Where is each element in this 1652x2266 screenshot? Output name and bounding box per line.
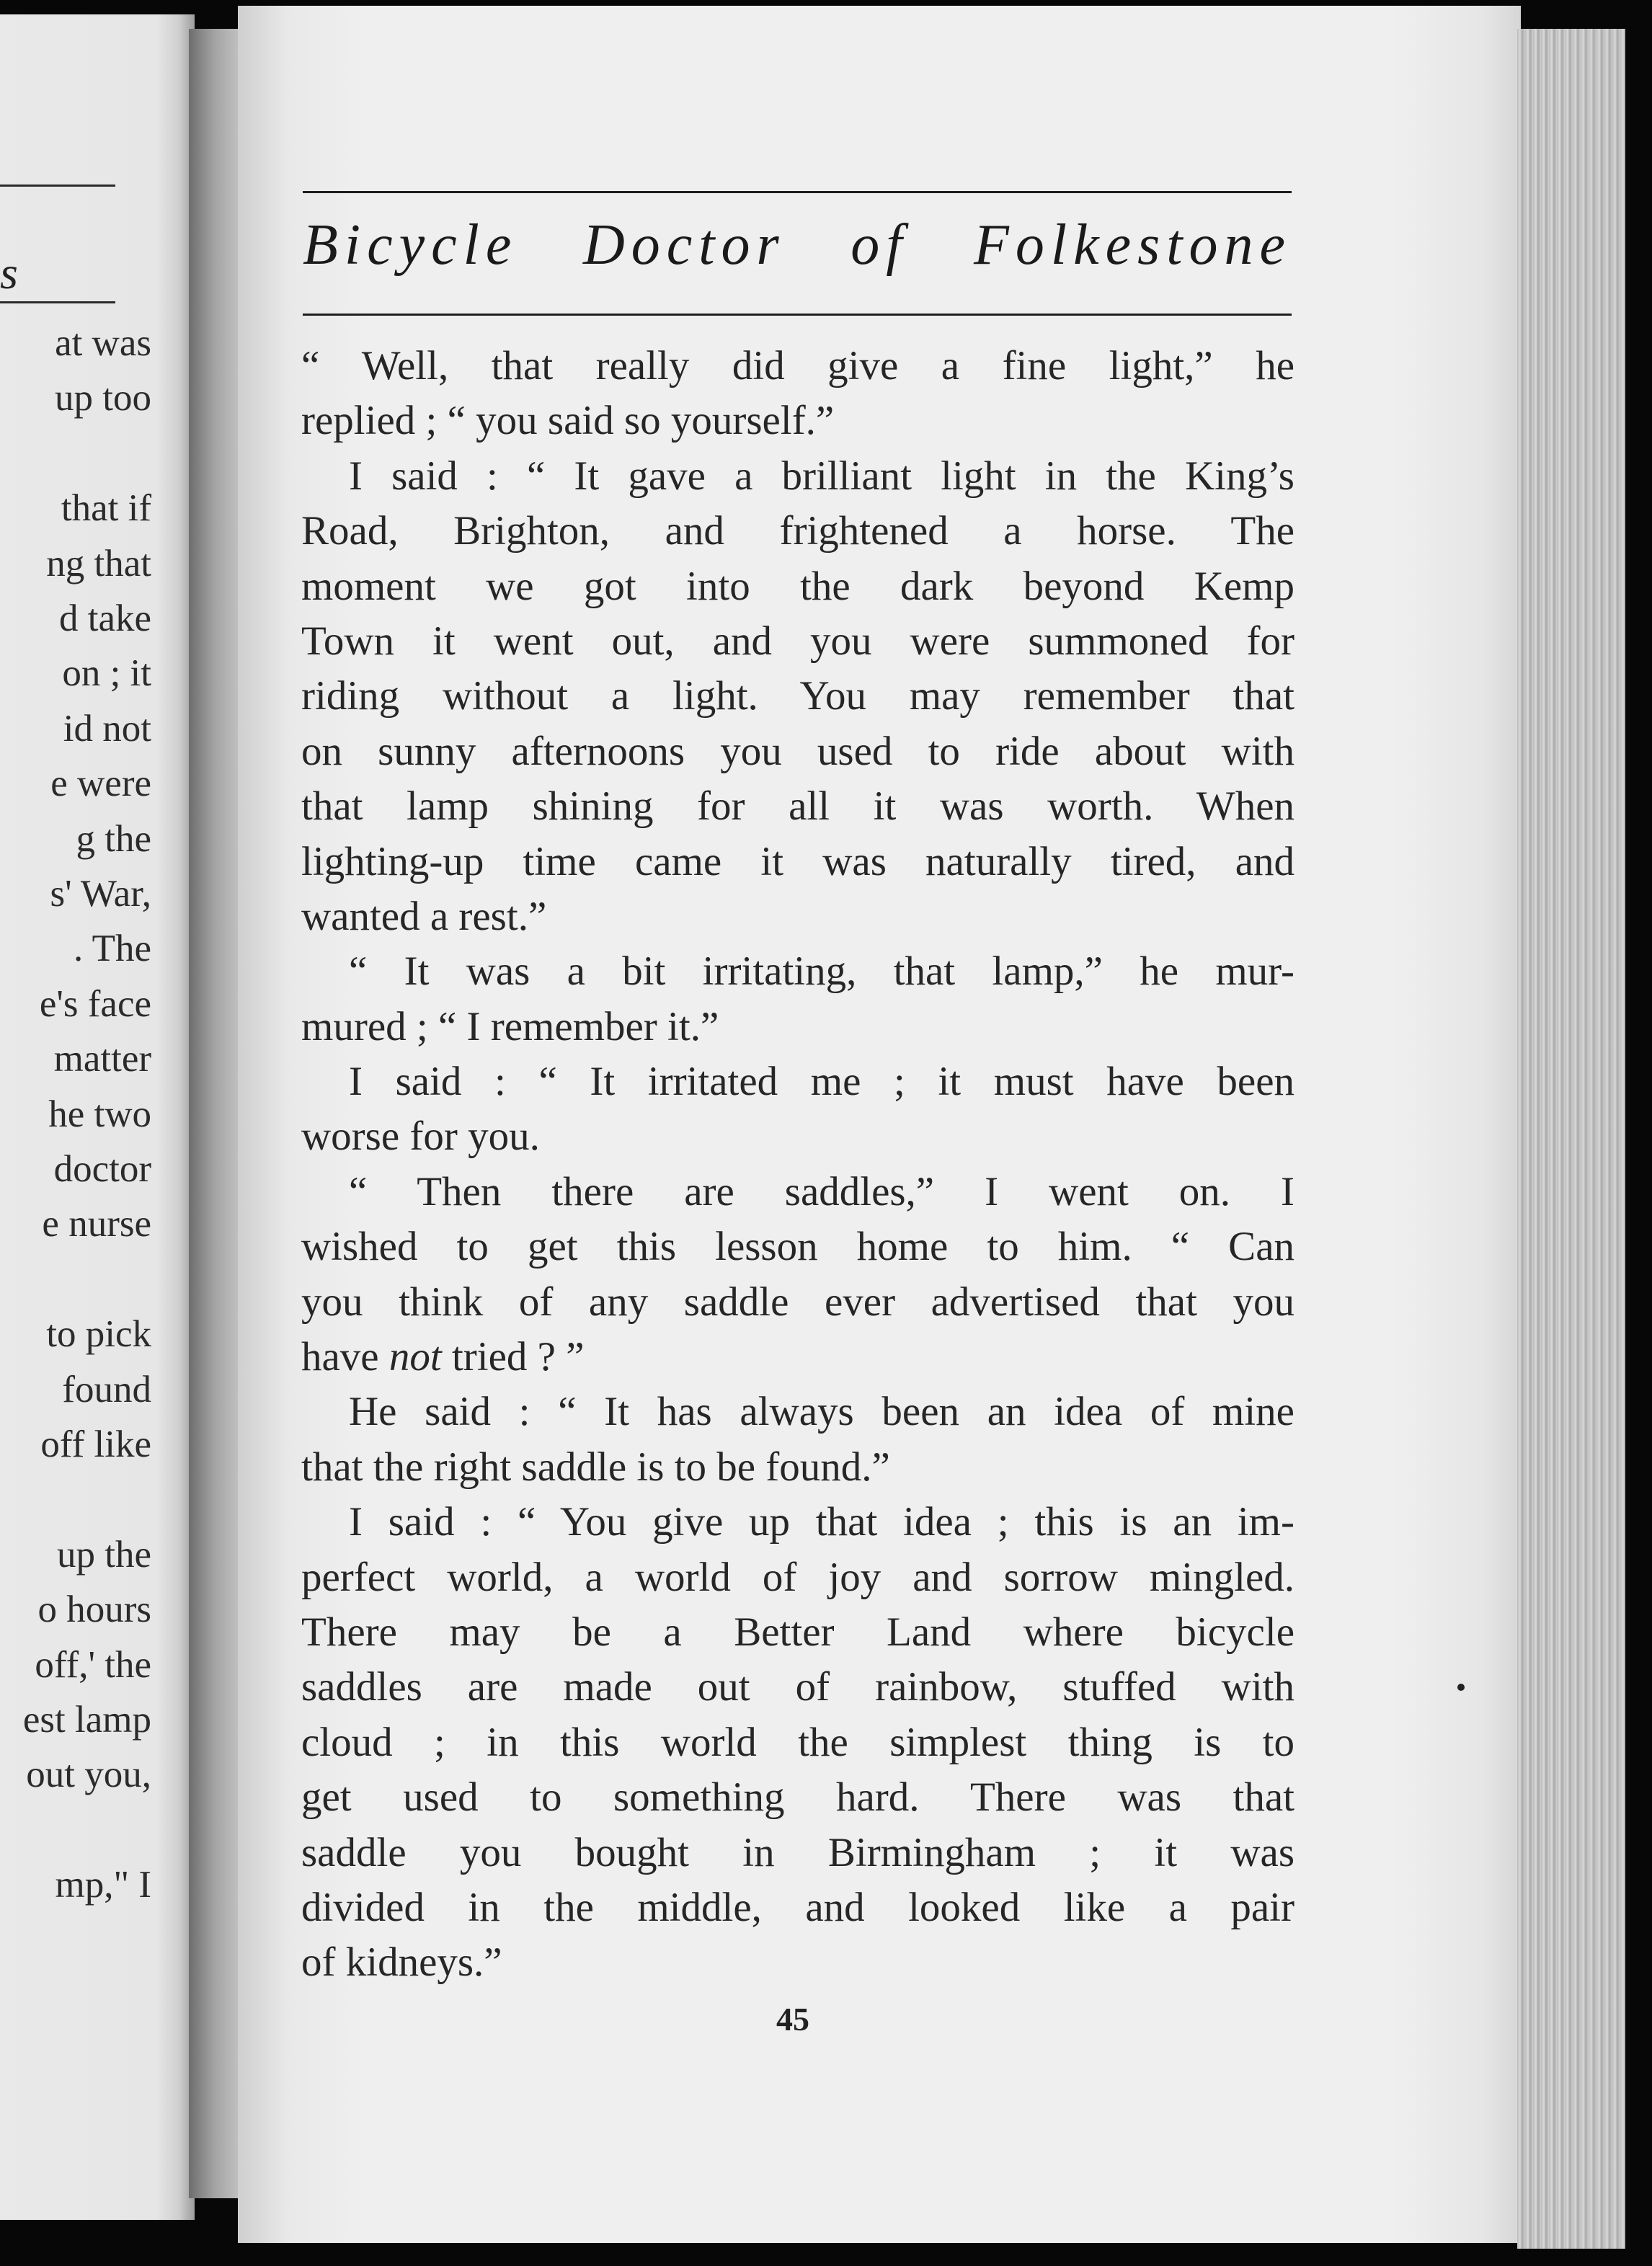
facing-page-line: mp," I (55, 1864, 151, 1906)
header-rule-bottom (303, 314, 1292, 316)
text-line: “ Well, that really did give a fine light,” he (301, 343, 1294, 388)
facing-page-rule-top (0, 185, 115, 187)
text-line: on sunny afternoons you used to ride about with (301, 728, 1294, 774)
text-line: cloud ; in this world the simplest thing is to (301, 1719, 1294, 1765)
text-line: of kidneys.” (301, 1940, 502, 1986)
text-line: perfect world, a world of joy and sorrow mingled. (301, 1554, 1294, 1600)
page-edges (1517, 29, 1625, 2249)
text-line: He said : “ It has always been an idea of mine (349, 1389, 1294, 1435)
text-line: saddle you bought in Birmingham ; it was (301, 1829, 1294, 1875)
text-line: “ It was a bit irritating, that lamp,” he mur- (349, 948, 1294, 995)
facing-page-line: e were (50, 763, 151, 805)
facing-page-line: e's face (39, 982, 151, 1025)
facing-page-line: at was (55, 322, 151, 364)
page-body-text (301, 339, 1294, 1991)
facing-page-line: id not (63, 707, 151, 750)
text-fragment: have (301, 1334, 389, 1380)
facing-page-line: e nurse (42, 1203, 151, 1245)
facing-page (0, 14, 195, 2220)
text-line: “ Then there are saddles,” I went on. I (349, 1168, 1294, 1214)
facing-page-line: up too (55, 377, 151, 419)
text-line: wanted a rest.” (301, 893, 547, 939)
facing-page-line: matter (53, 1038, 151, 1080)
text-line: riding without a light. You may remember that (301, 673, 1294, 719)
facing-page-line: ng that (46, 542, 151, 585)
facing-page-rule-bottom (0, 301, 115, 303)
text-line: I said : “ It gave a brilliant light in the King’s (349, 453, 1294, 499)
text-line: lighting-up time came it was naturally tired, and (301, 838, 1294, 884)
facing-page-line: up the (57, 1533, 151, 1576)
text-line: There may be a Better Land where bicycle (301, 1609, 1294, 1655)
text-line: Town it went out, and you were summoned for (301, 618, 1294, 664)
text-line: wished to get this lesson home to him. “ Can (301, 1224, 1294, 1270)
text-line: you think of any saddle ever advertised that you (301, 1279, 1294, 1325)
text-line: Road, Brighton, and frightened a horse. The (301, 508, 1294, 554)
facing-page-line: on ; it (62, 652, 151, 695)
facing-page-line: that if (61, 487, 151, 530)
text-line: I said : “ You give up that idea ; this is an im- (349, 1499, 1294, 1545)
text-line: that lamp shining for all it was worth. When (301, 783, 1294, 830)
text-line: mured ; “ I remember it.” (301, 1003, 719, 1049)
header-rule-top (303, 191, 1292, 193)
facing-page-line: . The (74, 928, 151, 970)
facing-page-line: off,' the (35, 1643, 151, 1686)
facing-page-line: to pick (46, 1313, 151, 1356)
italic-word: not (388, 1334, 442, 1380)
text-line: replied ; “ you said so yourself.” (301, 398, 835, 444)
dust-speck (1457, 1684, 1465, 1691)
text-line: I said : “ It irritated me ; it must have been (349, 1059, 1294, 1105)
text-line: moment we got into the dark beyond Kemp (301, 563, 1294, 609)
text-line: that the right saddle is to be found.” (301, 1444, 890, 1490)
facing-page-line: doctor (53, 1148, 151, 1190)
facing-page-line: est lamp (22, 1699, 151, 1741)
facing-page-line: g the (76, 817, 151, 860)
facing-page-running-head: s (0, 247, 18, 298)
facing-page-line: found (62, 1368, 151, 1410)
text-line: get used to something hard. There was that (301, 1774, 1294, 1821)
text-fragment: tried ? ” (441, 1334, 585, 1380)
text-line: saddles are made out of rainbow, stuffed with (301, 1664, 1294, 1710)
facing-page-line: he two (48, 1093, 151, 1135)
facing-page-line: s' War, (50, 873, 151, 915)
facing-page-line: off like (40, 1423, 151, 1465)
text-line: worse for you. (301, 1114, 540, 1160)
text-line (301, 1330, 1294, 1385)
page-number: 45 (776, 2001, 809, 2038)
facing-page-line: d take (58, 597, 151, 639)
running-head: Bicycle Doctor of Folkestone (303, 213, 1292, 277)
facing-page-line: out you, (26, 1754, 151, 1796)
text-line: divided in the middle, and looked like a pair (301, 1884, 1294, 1930)
facing-page-line: o hours (37, 1589, 151, 1631)
